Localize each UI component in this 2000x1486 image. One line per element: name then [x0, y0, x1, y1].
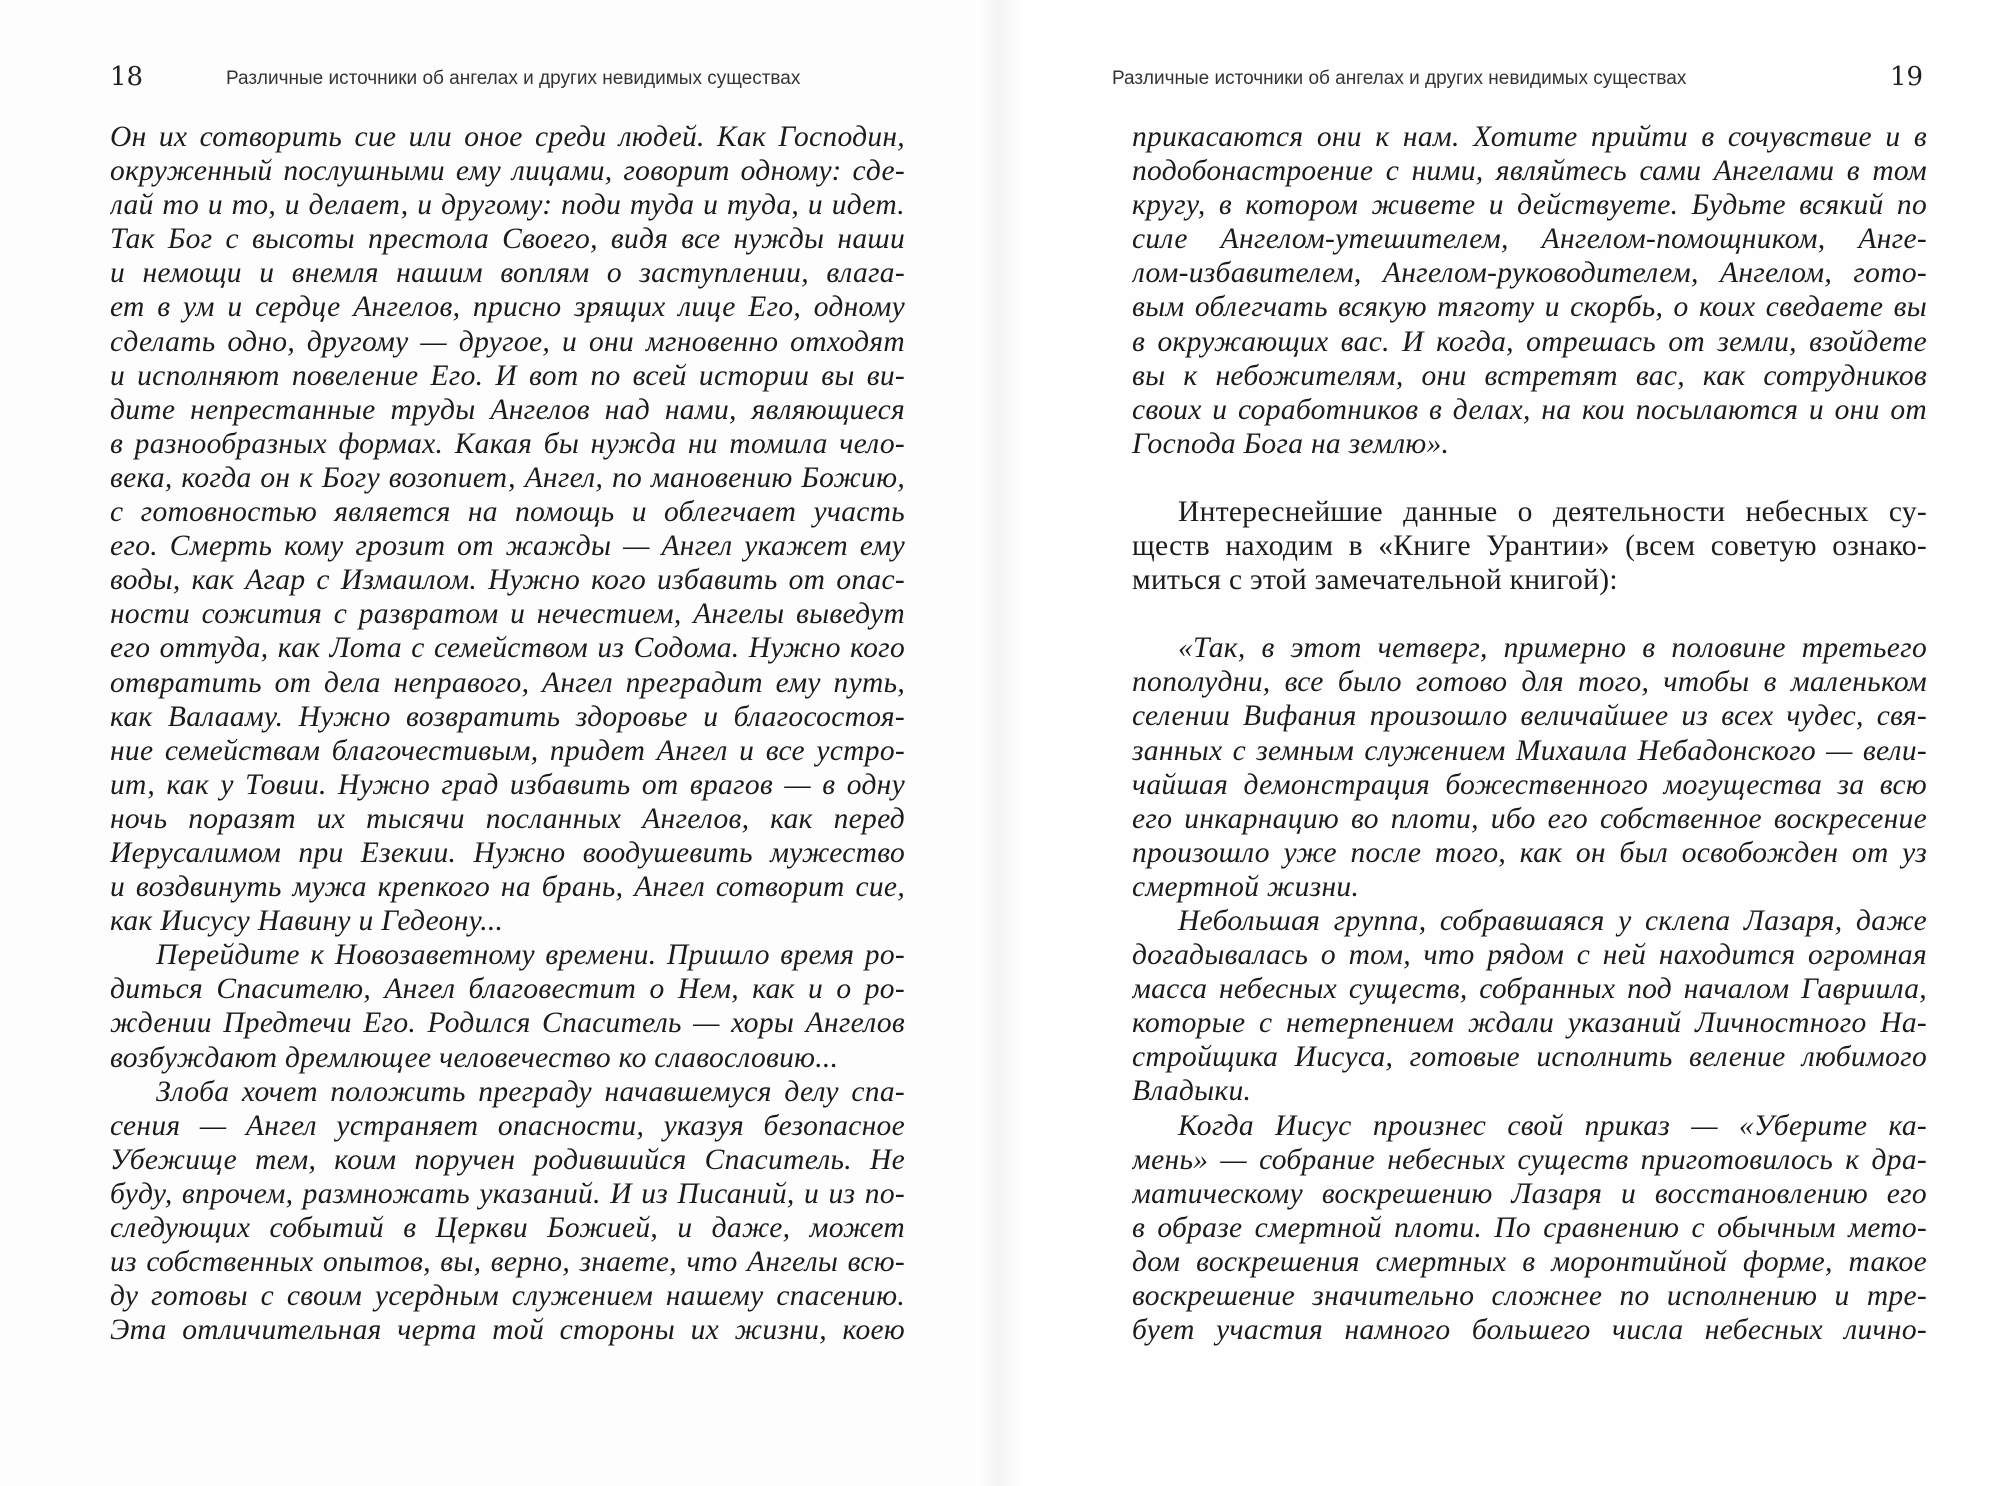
right-running-title: Различные источники об ангелах и других невидимых существах [1112, 68, 1687, 89]
text-line: смертной жизни. [1132, 870, 1360, 903]
text-line: сделать одно, другому — другое, и они мгновенно отходят [110, 325, 905, 358]
text-line: дом воскрешения смертных в моронтийной форме, такое [1132, 1245, 1927, 1278]
text-line: в разнообразных формах. Какая бы нужда ни томила чело- [110, 427, 905, 460]
text-line: «Так, в этот четверг, примерно в половине третьего [1178, 632, 1927, 665]
text-line: Господа Бога на землю». [1132, 427, 1450, 460]
text-line: в окружающих вас. И когда, отрешась от земли, взойдете [1132, 325, 1927, 358]
text-line: чайшая демонстрация божественного могущества за всю [1132, 768, 1927, 801]
text-line: его инкарнацию во плоти, ибо его собственное воскресение [1132, 802, 1927, 835]
text-line: стройщика Иисуса, готовые исполнить веление любимого [1132, 1041, 1927, 1074]
text-line: Эта отличительная черта той стороны их жизни, коею [110, 1314, 905, 1347]
text-line: буду, впрочем, размножать указаний. И из Писаний, и из по- [110, 1177, 905, 1210]
text-line: как Валааму. Нужно возвратить здоровье и благосостоя- [110, 700, 905, 733]
text-line: ности сожития с развратом и нечестием, Ангелы выведут [110, 598, 905, 631]
text-line: Интереснейшие данные о деятельности небесных су- [1178, 495, 1927, 528]
text-line: следующих событий в Церкви Божией, и даже, может [110, 1212, 905, 1244]
text-line: Иерусалимом при Езекии. Нужно воодушевить мужество [110, 836, 905, 869]
text-line: с готовностью является на помощь и облегчает участь [110, 496, 905, 529]
text-line: прикасаются они к нам. Хотите прийти в сочувствие и в [1132, 121, 1927, 153]
right-page-number: 19 [1890, 62, 1924, 92]
paragraph-gap [1132, 597, 1927, 631]
text-line: сения — Ангел устраняет опасности, указуя безопасное [110, 1109, 905, 1142]
text-line: ду готовы с своим усердным служением нашему спасению. [110, 1280, 905, 1313]
text-line: пополудни, все было готово для того, чтобы в маленьком [1132, 666, 1927, 699]
text-line: как Иисусу Навину и Гедеону... [110, 905, 504, 938]
text-line: занных с земным служением Михаила Небадонского — вели- [1132, 734, 1927, 767]
text-line: его оттуда, как Лота с семейством из Содома. Нужно кого [110, 632, 905, 665]
text-line: силе Ангелом-утешителем, Ангелом-помощником, Анге- [1132, 223, 1927, 256]
text-line: Убежище тем, коим поручен родившийся Спаситель. Не [110, 1143, 905, 1176]
text-line: ночь поразят их тысячи посланных Ангелов, как перед [110, 802, 905, 835]
text-line: ет в ум и сердце Ангелов, присно зрящих лице Его, одному [110, 291, 905, 324]
text-line: дите непрестанные труды Ангелов над нами, являющиеся [110, 393, 905, 426]
text-line: и воздвинуть мужа крепкого на брань, Ангел сотворит сие, [110, 871, 905, 904]
text-line: отвратить от дела неправого, Ангел преградит ему путь, [110, 666, 905, 699]
text-line: подобонастроение с ними, являйтесь сами Ангелами в том [1132, 155, 1927, 188]
text-line: воскрешение значительно сложнее по исполнению и тре- [1132, 1280, 1927, 1312]
text-line: Когда Иисус произнес свой приказ — «Уберите ка- [1178, 1109, 1927, 1142]
book-gutter-shadow [980, 0, 1020, 1486]
text-line: века, когда он к Богу возопиет, Ангел, по мановению Божию, [110, 461, 905, 494]
right-page-body [1132, 120, 1927, 1347]
text-line: произошло уже после того, как он был освобожден от уз [1132, 836, 1927, 869]
text-line: вым облегчать всякую тяготу и скорбь, о коих сведаете вы [1132, 291, 1927, 324]
text-line: ществ находим в «Книге Урантии» (всем советую ознако- [1132, 530, 1927, 563]
text-line: из собственных опытов, вы, верно, знаете, что Ангелы всю- [110, 1246, 905, 1279]
text-line: мень» — собрание небесных существ приготовилось к дра- [1132, 1143, 1927, 1176]
text-line: его. Смерть кому грозит от жажды — Ангел укажет ему [110, 530, 905, 563]
text-line: и немощи и внемля нашим воплям о заступлении, влага- [110, 257, 905, 290]
text-line: Перейдите к Новозаветному времени. Пришло время ро- [156, 939, 905, 972]
text-line: масса небесных существ, собранных под началом Гавриила, [1132, 973, 1927, 1006]
text-line: лом-избавителем, Ангелом-руководителем, Ангелом, гото- [1132, 257, 1927, 290]
text-line: окруженный послушными ему лицами, говорит одному: сде- [110, 155, 905, 188]
text-line: Небольшая группа, собравшаяся у склепа Лазаря, даже [1178, 904, 1927, 937]
text-line: возбуждают дремлющее человечество ко славословию... [110, 1041, 839, 1074]
text-line: Так Бог с высоты престола Своего, видя все нужды наши [110, 223, 905, 256]
text-line: матическому воскрешению Лазаря и восстановлению его [1132, 1177, 1927, 1210]
left-page-number: 18 [110, 62, 144, 92]
text-line: Владыки. [1132, 1075, 1252, 1108]
text-line: кругу, в котором живете и действуете. Будьте всякий по [1132, 189, 1927, 222]
text-line: ждении Предтечи Его. Родился Спаситель — хоры Ангелов [110, 1007, 905, 1040]
left-page-body [110, 120, 905, 1347]
paragraph-gap [1132, 461, 1927, 495]
text-line: лай то и то, и делает, и другому: поди туда и туда, и идет. [110, 189, 905, 222]
text-line: миться с этой замечательной книгой): [1132, 564, 1618, 597]
text-line: Злоба хочет положить преграду начавшемуся делу спа- [156, 1075, 905, 1108]
text-line: воды, как Агар с Измаилом. Нужно кого избавить от опас- [110, 564, 905, 597]
right-page [1000, 0, 2000, 1486]
text-line: диться Спасителю, Ангел благовестит о Нем, как и о ро- [110, 973, 905, 1006]
right-page-header [1112, 62, 1932, 102]
text-line: догадывалась о том, что рядом с ней находится огромная [1132, 939, 1927, 972]
text-line: в образе смертной плоти. По сравнению с обычным мето- [1132, 1211, 1927, 1244]
text-line: которые с нетерпением ждали указаний Личностного На- [1132, 1007, 1927, 1040]
text-line: своих и соработников в делах, на кои посылаются и они от [1132, 393, 1927, 426]
text-line: селении Вифания произошло величайшее из всех чудес, свя- [1132, 700, 1927, 733]
left-page-header [110, 62, 910, 102]
text-line: бует участия намного большего числа небесных лично- [1132, 1314, 1927, 1347]
text-line: Он их сотворить сие или оное среди людей. Как Господин, [110, 121, 905, 153]
text-line: вы к небожителям, они встретят вас, как сотрудников [1132, 359, 1927, 392]
text-line: и исполняют повеление Его. И вот по всей истории вы ви- [110, 359, 905, 392]
text-line: ние семействам благочестивым, придет Ангел и все устро- [110, 734, 905, 767]
left-running-title: Различные источники об ангелах и других невидимых существах [226, 68, 801, 89]
text-line: ит, как у Товии. Нужно град избавить от врагов — в одну [110, 768, 905, 801]
